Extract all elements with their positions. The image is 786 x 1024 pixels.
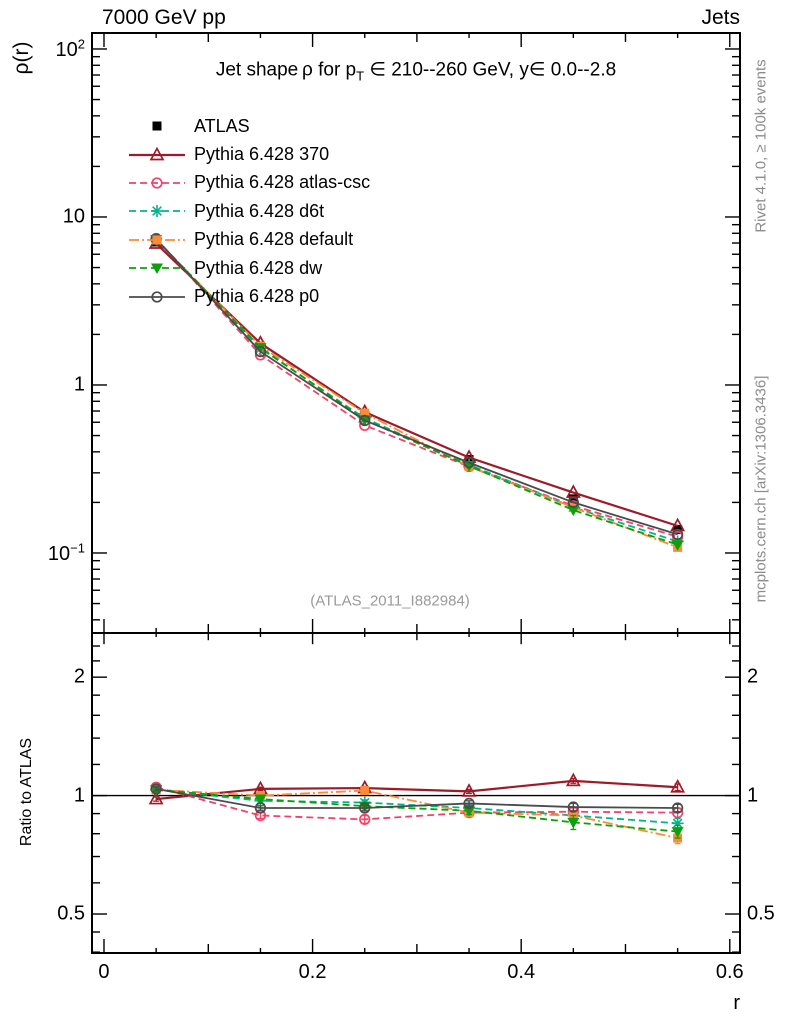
y-axis-title: ρ(r) (10, 41, 33, 75)
ratio-y-tick-label-left: 2 (73, 665, 85, 688)
main-y-tick-label: 1 (73, 373, 85, 396)
rivet-version-note: Rivet 4.1.0, ≥ 100k events (752, 59, 770, 233)
ratio-y-tick-label-right: 0.5 (747, 902, 775, 925)
legend-item-label: Pythia 6.428 default (194, 229, 354, 250)
x-tick-label: 0.6 (715, 961, 744, 983)
marker-square (153, 235, 162, 244)
ratio-y-tick-label-left: 1 (73, 784, 85, 807)
legend-marker-icon (128, 172, 186, 194)
beam-energy-label: 7000 GeV pp (102, 6, 226, 29)
x-tick-label: 0.2 (298, 961, 327, 983)
legend-item (128, 254, 370, 282)
series-pythia-6-428-p0 (151, 234, 682, 813)
legend-marker-icon (128, 144, 186, 166)
legend (128, 112, 370, 311)
legend-item (128, 197, 370, 225)
ratio-axis-title: Ratio to ATLAS (18, 737, 35, 847)
x-tick-label: 0 (98, 961, 110, 983)
legend-item (128, 112, 370, 140)
title-subscript: T (356, 68, 365, 84)
marker-square (360, 786, 369, 795)
ratio-y-tick-label-right: 2 (747, 665, 759, 688)
watermark-analysis-id: (ATLAS_2011_I882984) (310, 592, 470, 610)
title-post: ∈ 210--260 GeV, y∈ 0.0--2.8 (364, 59, 617, 81)
legend-marker-icon (128, 229, 186, 251)
mcplots-reference-note: mcplots.cern.ch [arXiv:1306.3436] (752, 375, 770, 603)
legend-marker-icon (128, 115, 186, 137)
main-plot-title (216, 59, 616, 84)
x-tick-label: 0.4 (507, 961, 536, 983)
process-label: Jets (701, 6, 740, 29)
legend-marker-icon (128, 200, 186, 222)
marker-square (153, 122, 162, 131)
legend-item-label: Pythia 6.428 p0 (194, 286, 320, 307)
ratio-y-tick-label-right: 1 (747, 784, 759, 807)
legend-marker-icon (128, 257, 186, 279)
legend-item (128, 226, 370, 254)
series-pythia-6-428-atlas-csc (151, 234, 682, 825)
ratio-y-tick-label-left: 0.5 (57, 902, 85, 925)
legend-item-label: Pythia 6.428 d6t (194, 200, 325, 221)
series-pythia-6-428-dw (150, 235, 683, 838)
title-pre: Jet shape ρ for p (215, 59, 357, 81)
legend-marker-icon (128, 286, 186, 308)
main-y-tick-label: $10^{-1}$ (47, 540, 85, 565)
series-pythia-6-428-default (152, 235, 682, 844)
legend-item (128, 169, 370, 197)
x-axis-title: r (733, 992, 740, 1014)
legend-item-label: Pythia 6.428 atlas-csc (194, 172, 371, 193)
legend-item-label: Pythia 6.428 dw (194, 257, 323, 278)
main-y-tick-label: 10 (62, 205, 85, 228)
legend-item-label: ATLAS (194, 115, 250, 136)
series-pythia-6-428-d6t (150, 233, 683, 829)
legend-item (128, 282, 370, 310)
legend-item-label: Pythia 6.428 370 (194, 144, 330, 165)
legend-item (128, 140, 370, 168)
main-y-tick-label: $10^2$ (55, 36, 85, 61)
